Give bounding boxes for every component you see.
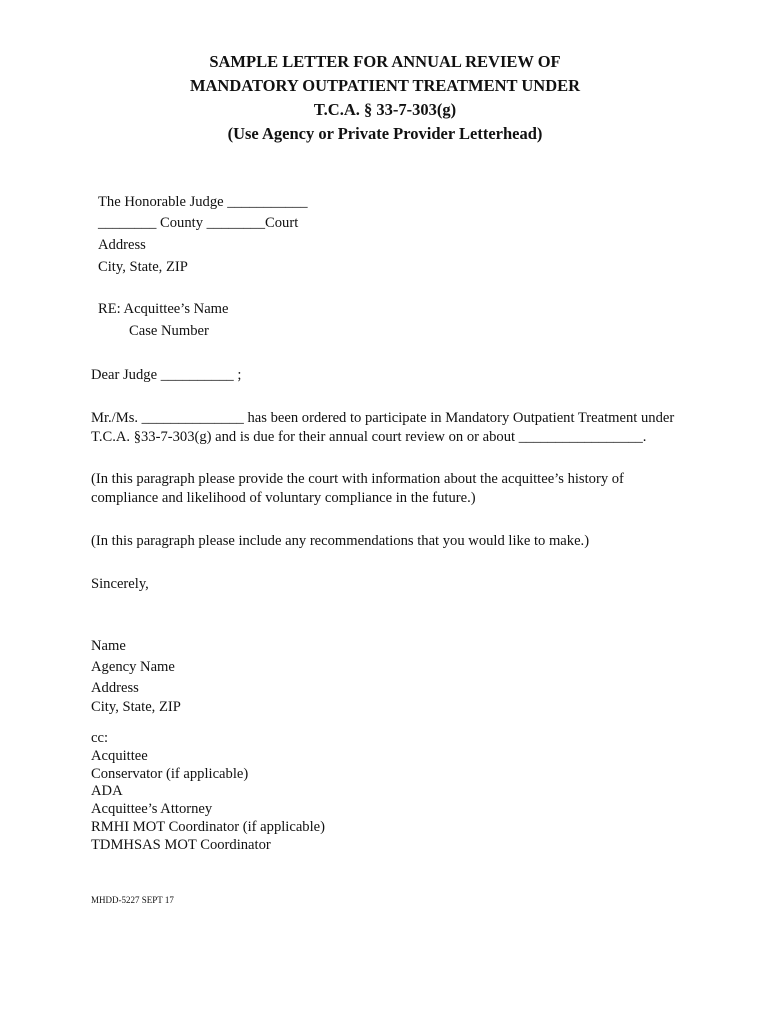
title-line-3: T.C.A. § 33-7-303(g) bbox=[313, 100, 457, 119]
recipient-court-line: ________ County ________Court bbox=[98, 215, 299, 231]
cc-item: TDMHSAS MOT Coordinator bbox=[91, 837, 271, 853]
cc-item: ADA bbox=[91, 783, 123, 799]
body-paragraph-1-line-1: Mr./Ms. ______________ has been ordered to participate in Mandatory Outpatient Treatment under bbox=[91, 410, 675, 426]
cc-item: Acquittee bbox=[91, 748, 148, 764]
form-code: MHDD-5227 SEPT 17 bbox=[91, 895, 174, 905]
re-case-number-line: Case Number bbox=[129, 323, 209, 339]
signature-address: Address bbox=[91, 680, 139, 696]
closing: Sincerely, bbox=[91, 576, 149, 592]
body-paragraph-1-line-2: T.C.A. §33-7-303(g) and is due for their annual court review on or about _________________. bbox=[91, 429, 647, 445]
body-paragraph-3: (In this paragraph please include any recommendations that you would like to make.) bbox=[91, 533, 590, 549]
signature-name: Name bbox=[91, 638, 126, 654]
signature-agency: Agency Name bbox=[91, 659, 175, 675]
body-paragraph-2-line-1: (In this paragraph please provide the court with information about the acquittee’s history of bbox=[91, 471, 624, 487]
cc-item: Acquittee’s Attorney bbox=[91, 801, 213, 817]
cc-item: RMHI MOT Coordinator (if applicable) bbox=[91, 819, 325, 835]
cc-label: cc: bbox=[91, 730, 109, 746]
salutation: Dear Judge __________ ; bbox=[91, 367, 242, 383]
re-name-line: RE: Acquittee’s Name bbox=[98, 301, 229, 317]
recipient-judge-line: The Honorable Judge ___________ bbox=[98, 194, 308, 210]
signature-city: City, State, ZIP bbox=[91, 699, 181, 715]
cc-item: Conservator (if applicable) bbox=[91, 766, 249, 782]
title-line-1: SAMPLE LETTER FOR ANNUAL REVIEW OF bbox=[209, 52, 561, 71]
title-line-2: MANDATORY OUTPATIENT TREATMENT UNDER bbox=[189, 76, 581, 95]
recipient-city-line: City, State, ZIP bbox=[98, 259, 188, 275]
document-title bbox=[0, 50, 770, 146]
body-paragraph-2-line-2: compliance and likelihood of voluntary compliance in the future.) bbox=[91, 490, 476, 506]
recipient-address-line: Address bbox=[98, 237, 146, 253]
title-line-4: (Use Agency or Private Provider Letterhead) bbox=[227, 124, 543, 143]
